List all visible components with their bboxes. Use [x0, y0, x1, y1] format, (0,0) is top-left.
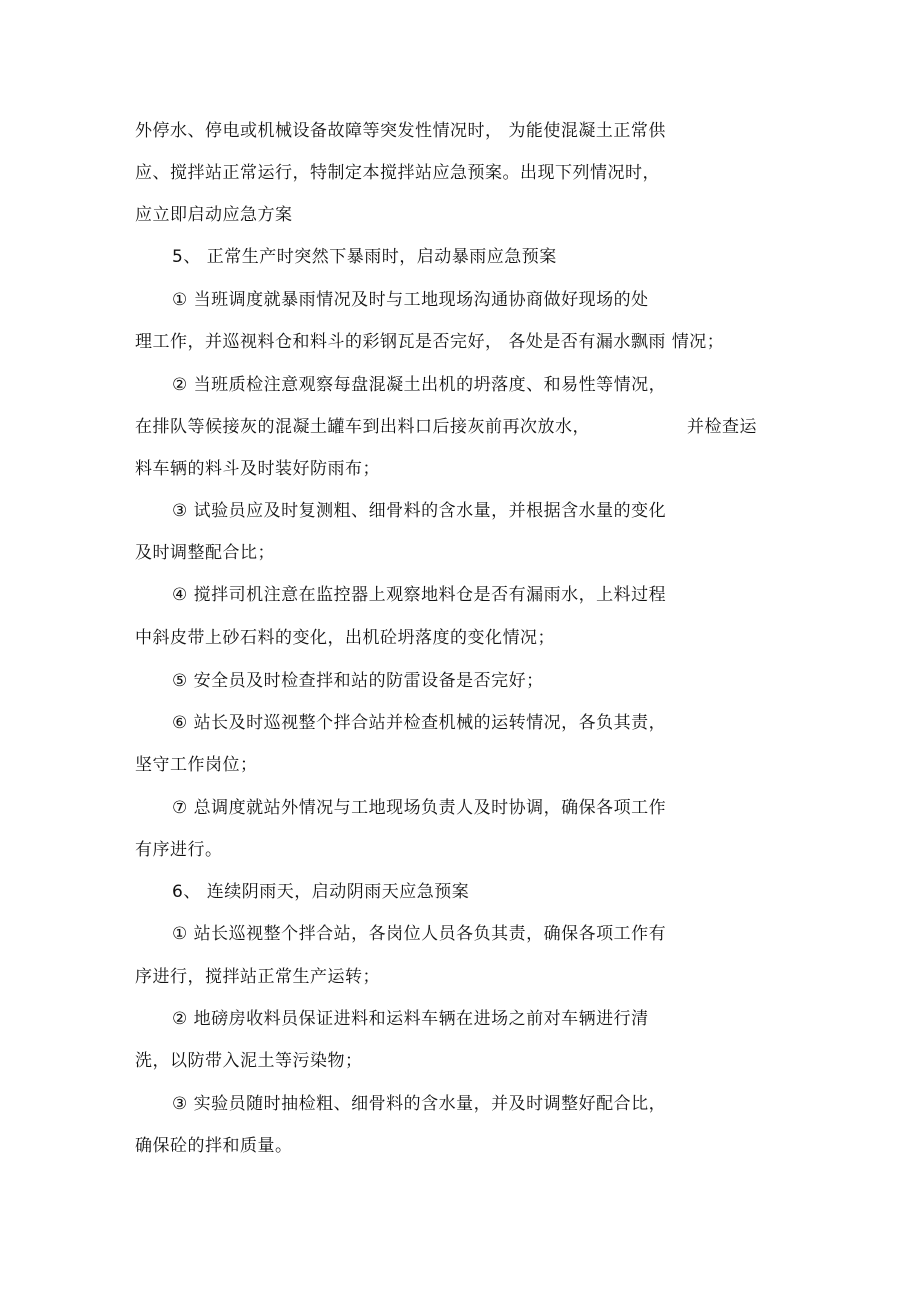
- text-line: ② 当班质检注意观察每盘混凝土出机的坍落度、和易性等情况，: [172, 375, 667, 395]
- text-line: ② 地磅房收料员保证进料和运料车辆在进场之前对车辆进行清: [172, 1009, 649, 1029]
- text-line: 应、搅拌站正常运行，特制定本搅拌站应急预案。出现下列情况时，: [135, 163, 660, 183]
- section-heading-5: 5、 正常生产时突然下暴雨时，启动暴雨应急预案: [172, 247, 557, 267]
- text-line: 坚守工作岗位；: [135, 755, 258, 775]
- section-heading-6: 6、 连续阴雨天，启动阴雨天应急预案: [172, 882, 470, 902]
- text-line: 序进行，搅拌站正常生产运转；: [135, 967, 380, 987]
- text-line: 中斜皮带上砂石料的变化，出机砼坍落度的变化情况；: [135, 628, 555, 648]
- text-line: ④ 搅拌司机注意在监控器上观察地料仓是否有漏雨水，上料过程: [172, 585, 667, 605]
- text-line: ⑤ 安全员及时检查拌和站的防雷设备是否完好；: [172, 671, 544, 691]
- text-line: ③ 实验员随时抽检粗、细骨料的含水量，并及时调整好配合比，: [172, 1094, 667, 1114]
- text-line: 及时调整配合比；: [135, 543, 275, 563]
- text-line: 料车辆的料斗及时装好防雨布；: [135, 459, 380, 479]
- text-line: 外停水、停电或机械设备故障等突发性情况时， 为能使混凝土正常供: [135, 121, 666, 141]
- text-line: 洗，以防带入泥土等污染物；: [135, 1051, 363, 1071]
- text-line: ③ 试验员应及时复测粗、细骨料的含水量，并根据含水量的变化: [172, 501, 667, 521]
- text-line: ⑥ 站长及时巡视整个拌合站并检查机械的运转情况，各负其责，: [172, 713, 667, 733]
- text-line: ⑦ 总调度就站外情况与工地现场负责人及时协调，确保各项工作: [172, 798, 667, 818]
- text-line: 应立即启动应急方案: [135, 205, 293, 225]
- text-line: 有序进行。: [135, 840, 223, 860]
- text-line-fragment: 并检查运: [687, 417, 757, 437]
- text-line: 在排队等候接灰的混凝土罐车到出料口后接灰前再次放水，: [135, 417, 590, 437]
- text-line: ① 站长巡视整个拌合站，各岗位人员各负其责，确保各项工作有: [172, 924, 667, 944]
- text-line: 确保砼的拌和质量。: [135, 1136, 293, 1156]
- text-line: ① 当班调度就暴雨情况及时与工地现场沟通协商做好现场的处: [172, 290, 649, 310]
- text-line: 理工作，并巡视料仓和料斗的彩钢瓦是否完好， 各处是否有漏水飘雨 情况；: [135, 332, 725, 352]
